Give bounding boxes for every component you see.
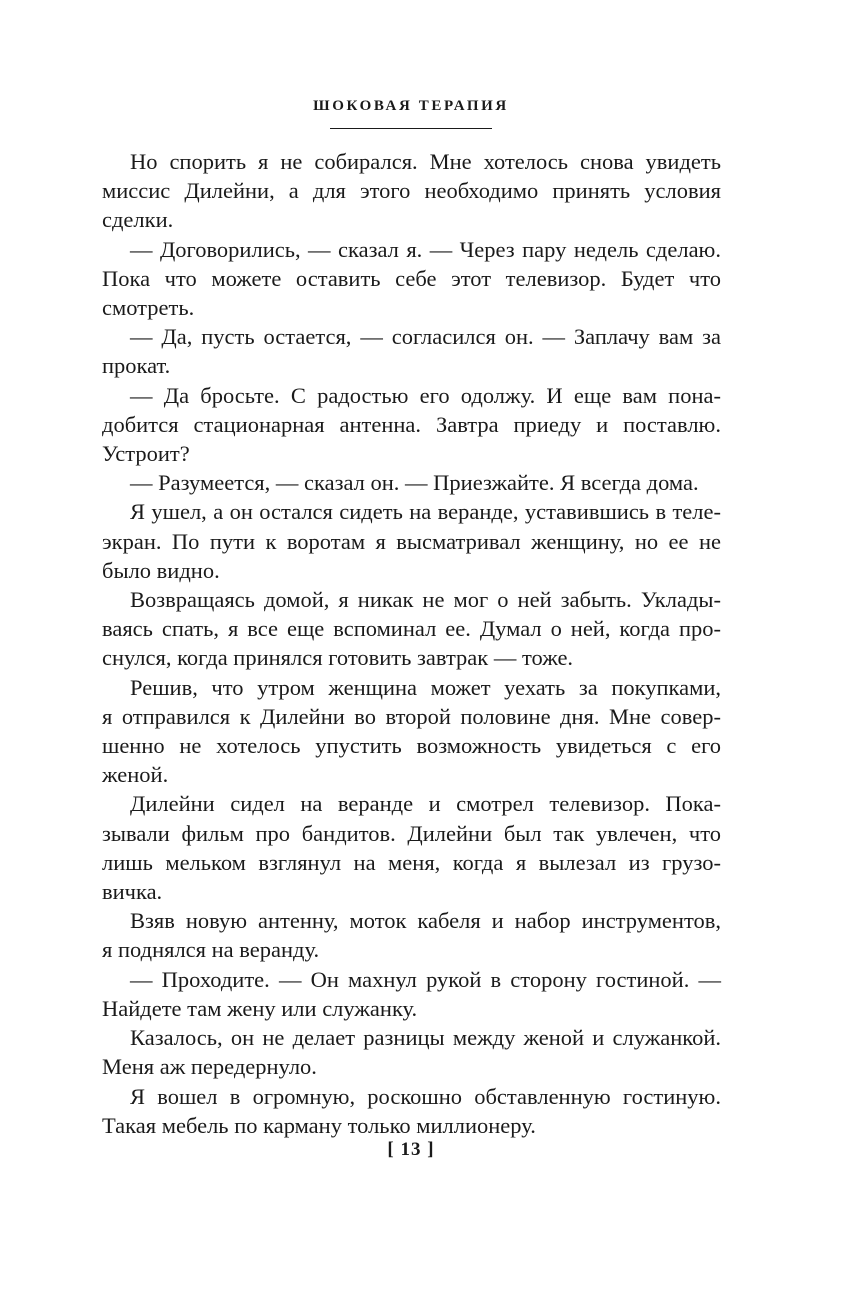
text-line: Найдете там жену или служанку. — [102, 995, 418, 1021]
text-line: Взяв новую антенну, моток кабеля и набор инструментов, — [130, 908, 721, 934]
paragraph — [102, 585, 721, 673]
text-line: — Да, пусть остается, — согласился он. — Заплачу вам за — [130, 324, 721, 350]
text-line: миссис Дилейни, а для этого необходимо принять условия — [102, 178, 721, 204]
running-head: ШОКОВАЯ ТЕРАПИЯ — [313, 98, 509, 114]
paragraph — [102, 1023, 721, 1081]
text-line: зывали фильм про бандитов. Дилейни был так увлечен, что — [102, 820, 721, 846]
paragraph — [102, 381, 721, 469]
text-line: Я вошел в огромную, роскошно обставленную гостиную. — [130, 1083, 721, 1109]
text-line: — Разумеется, — сказал он. — Приезжайте. Я всегда дома. — [130, 470, 699, 496]
text-line: Казалось, он не делает разницы между женой и служанкой. — [130, 1025, 721, 1051]
paragraph — [102, 906, 721, 964]
paragraph — [102, 235, 721, 323]
paragraph — [102, 673, 721, 790]
text-line: экран. По пути к воротам я высматривал женщину, но ее не — [102, 528, 721, 554]
text-line: Такая мебель по карману только миллионеру. — [102, 1112, 536, 1138]
body-text — [102, 147, 721, 1140]
text-line: шенно не хотелось упустить возможность увидеться с его — [102, 733, 721, 759]
paragraph — [102, 1082, 721, 1140]
text-line: Я ушел, а он остался сидеть на веранде, уставившись в теле- — [130, 499, 721, 525]
text-line: я поднялся на веранду. — [102, 937, 320, 963]
running-head-rule — [330, 128, 492, 129]
text-line: ваясь спать, я все еще вспоминал ее. Думал о ней, когда про- — [102, 616, 721, 642]
text-line: добится стационарная антенна. Завтра приеду и поставлю. — [102, 411, 721, 437]
paragraph — [102, 322, 721, 380]
text-line: — Проходите. — Он махнул рукой в сторону гостиной. — — [130, 966, 721, 992]
paragraph — [102, 468, 721, 497]
paragraph — [102, 497, 721, 585]
paragraph — [102, 147, 721, 235]
text-line: Но спорить я не собирался. Мне хотелось снова увидеть — [130, 149, 721, 174]
text-line: — Договорились, — сказал я. — Через пару недель сделаю. — [130, 236, 721, 262]
text-line: Пока что можете оставить себе этот телевизор. Будет что — [102, 265, 721, 291]
text-line: Решив, что утром женщина может уехать за покупками, — [130, 674, 721, 700]
text-line: Меня аж передернуло. — [102, 1054, 317, 1080]
text-line: сделки. — [102, 207, 174, 233]
text-line: женой. — [102, 762, 169, 788]
page-number: [ 13 ] — [387, 1139, 435, 1160]
text-line: Устроит? — [102, 441, 190, 467]
text-line: прокат. — [102, 353, 171, 379]
paragraph — [102, 965, 721, 1023]
text-line: я отправился к Дилейни во второй половине дня. Мне совер- — [102, 703, 721, 729]
text-line: Дилейни сидел на веранде и смотрел телевизор. Пока- — [130, 791, 721, 817]
text-line: снулся, когда принялся готовить завтрак — тоже. — [102, 645, 574, 671]
paragraph — [102, 789, 721, 906]
text-line: Возвращаясь домой, я никак не мог о ней забыть. Уклады- — [130, 587, 721, 613]
text-line: вичка. — [102, 879, 163, 905]
text-line: смотреть. — [102, 295, 195, 321]
text-line: лишь мельком взглянул на меня, когда я вылезал из грузо- — [102, 849, 721, 875]
text-line: было видно. — [102, 557, 220, 583]
text-line: — Да бросьте. С радостью его одолжу. И еще вам пона- — [130, 382, 721, 408]
